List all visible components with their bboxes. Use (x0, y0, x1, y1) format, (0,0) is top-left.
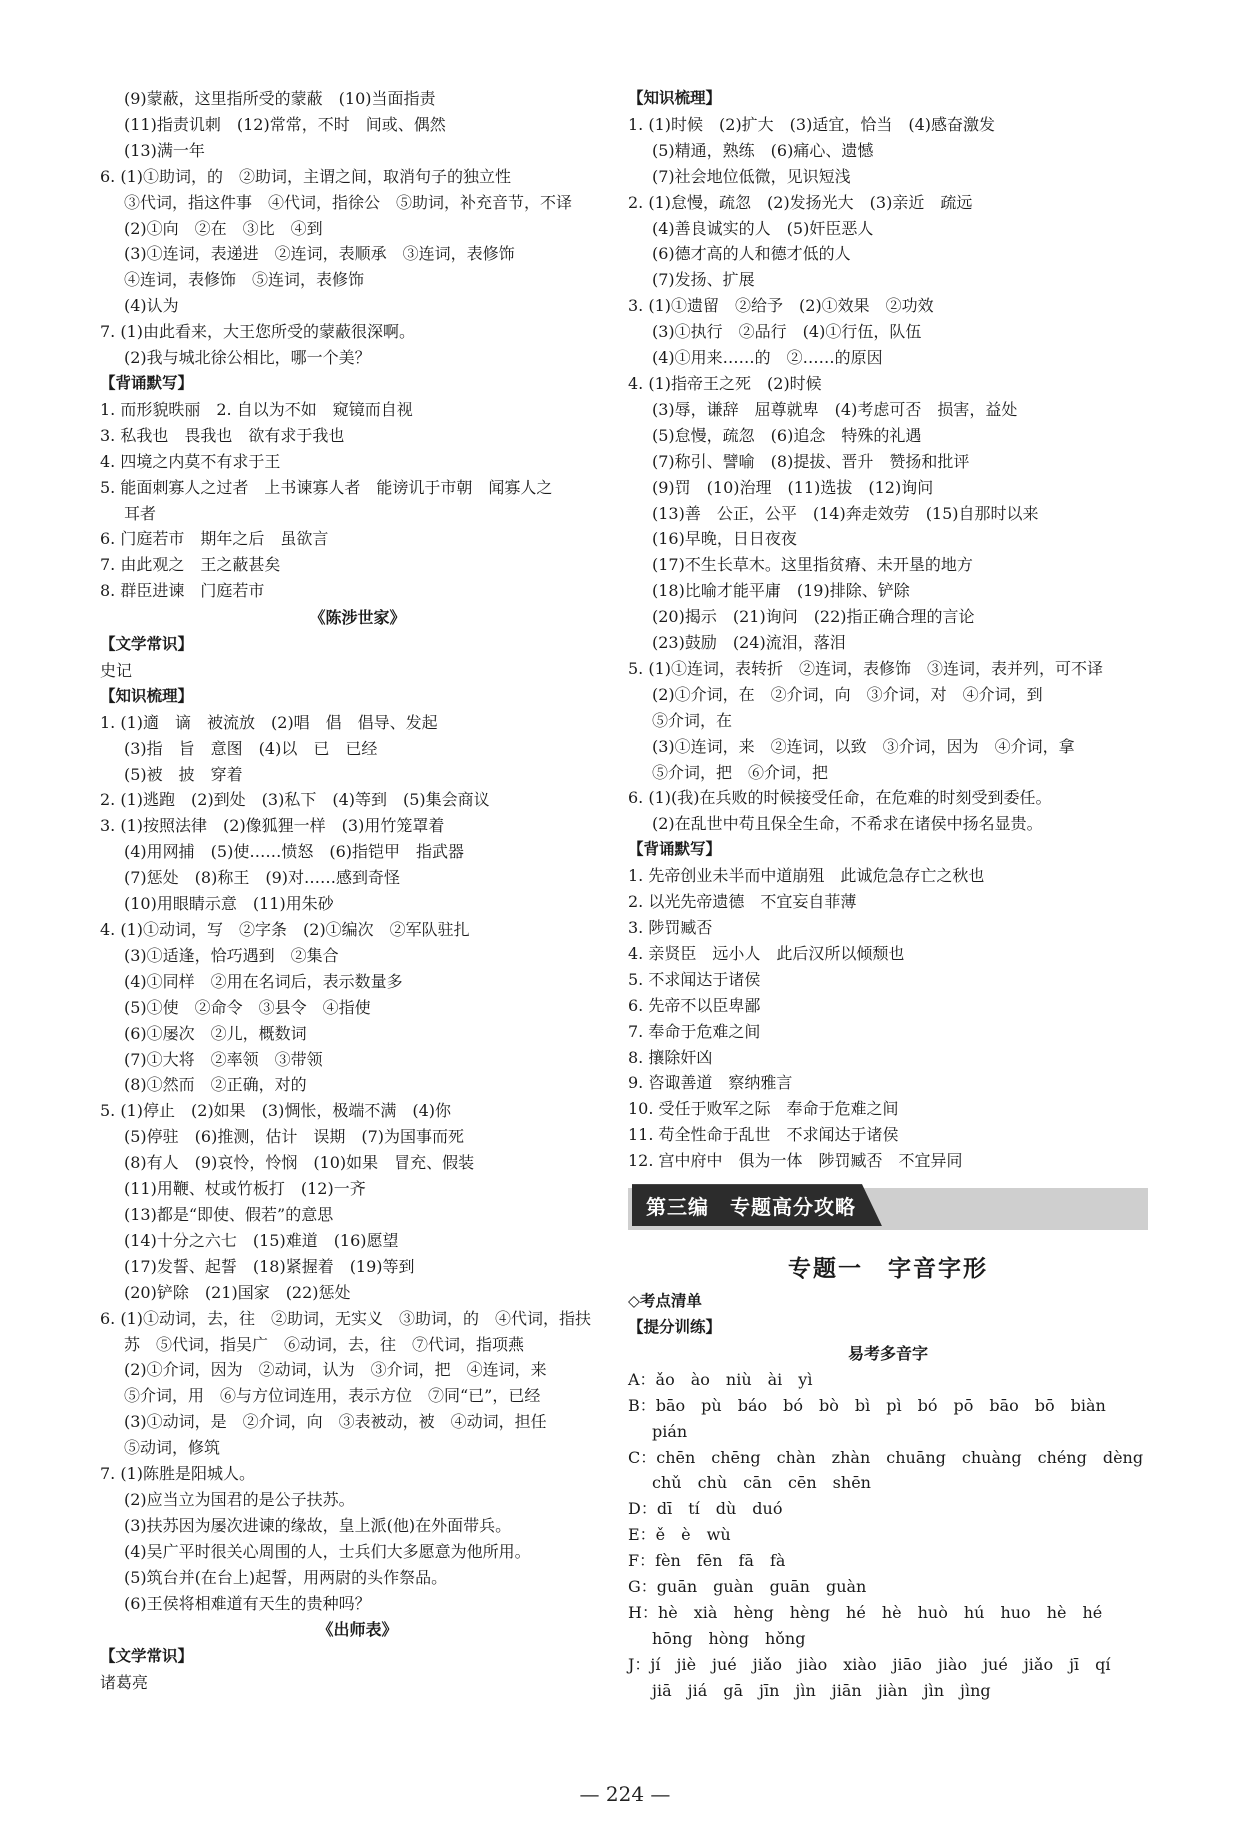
section-heading: 【文学常识】 (100, 635, 194, 654)
text-line: (5)筑台并(在台上)起誓，用两尉的头作祭品。 (124, 1567, 448, 1587)
text-line: (16)早晚，日日夜夜 (652, 529, 797, 549)
text-line: 11. 苟全性命于乱世 不求闻达于诸侯 (628, 1125, 899, 1145)
text-line: F：fèn fēn fā fà (628, 1551, 786, 1571)
text-line: (13)都是“即使、假若”的意思 (124, 1204, 334, 1224)
text-line: (3)①适逢，恰巧遇到 ②集合 (124, 945, 339, 965)
text-line: 6. (1)①助词，的 ②助词，主谓之间，取消句子的独立性 (100, 166, 512, 186)
text-line: (3)扶苏因为屡次进谏的缘故，皇上派(他)在外面带兵。 (124, 1515, 512, 1535)
text-line: (5)停驻 (6)推测，估计 误期 (7)为国事而死 (124, 1127, 464, 1147)
text-line: (17)发誓、起誓 (18)紧握着 (19)等到 (124, 1256, 415, 1276)
text-line: 7. 奉命于危难之间 (628, 1021, 761, 1041)
text-line: ⑤动词，修筑 (124, 1438, 221, 1458)
text-line: 3. (1)按照法律 (2)像狐狸一样 (3)用竹笼罩着 (100, 816, 445, 836)
text-line: 易考多音字 (847, 1343, 928, 1363)
text-line: 3. 私我也 畏我也 欲有求于我也 (100, 425, 345, 445)
section-heading: ◇考点清单 (628, 1292, 702, 1311)
section-heading: 【提分训练】 (628, 1317, 722, 1336)
text-line: 7. (1)由此看来，大王您所受的蒙蔽很深啊。 (100, 322, 416, 342)
text-line: (23)鼓励 (24)流泪，落泪 (652, 633, 846, 653)
text-line: (5)被 披 穿着 (124, 764, 243, 784)
text-line: (3)指 旨 意图 (4)以 已 已经 (124, 738, 378, 758)
text-line: (7)称引、譬喻 (8)提拔、晋升 赞扬和批评 (652, 451, 970, 471)
text-line: hōng hòng hǒng (652, 1628, 806, 1648)
text-line: (3)①执行 ②品行 (4)①行伍，队伍 (652, 322, 922, 342)
text-line: 7. (1)陈胜是阳城人。 (100, 1464, 256, 1484)
left-column (100, 86, 615, 1696)
text-line: 4. 亲贤臣 远小人 此后汉所以倾颓也 (628, 943, 905, 963)
text-line: 耳者 (124, 503, 157, 523)
text-line: (9)蒙蔽，这里指所受的蒙蔽 (10)当面指责 (124, 89, 436, 108)
text-line: H：hè xià hèng hèng hé hè huò hú huo hè hé (628, 1602, 1103, 1622)
text-line: jiā jiá gā jīn jìn jiān jiàn jìn jìng (652, 1680, 991, 1700)
text-line: D：dī tí dù duó (628, 1499, 783, 1519)
text-line: 4. (1)①动词，写 ②字条 (2)①编次 ②军队驻扎 (100, 920, 470, 939)
text-line: (11)用鞭、杖或竹板打 (12)一齐 (124, 1179, 366, 1199)
page-number: — 224 — (579, 1782, 671, 1806)
text-line: (18)比喻才能平庸 (19)排除、铲除 (652, 581, 910, 601)
text-line: 12. 宫中府中 俱为一体 陟罚臧否 不宜异同 (628, 1151, 963, 1171)
text-line: (2)应当立为国君的是公子扶苏。 (124, 1489, 355, 1509)
text-line: (3)辱，谦辞 屈尊就卑 (4)考虑可否 损害，益处 (652, 399, 1018, 419)
text-line: (6)①屡次 ②儿，概数词 (124, 1023, 307, 1043)
text-line: C：chēn chēng chàn zhàn chuāng chuàng chéng dèng (628, 1447, 1144, 1467)
text-line: (13)善 公正，公平 (14)奔走效劳 (15)自那时以来 (652, 503, 1039, 523)
text-line: 诸葛亮 (100, 1673, 149, 1693)
text-line: (4)用网捕 (5)使……愤怒 (6)指铠甲 指武器 (124, 842, 464, 862)
text-line: (20)铲除 (21)国家 (22)惩处 (124, 1282, 351, 1302)
text-line: 1. 先帝创业未半而中道崩殂 此诚危急存亡之秋也 (628, 866, 985, 886)
text-line: 8. 攘除奸凶 (628, 1047, 713, 1067)
text-line: 4. (1)指帝王之死 (2)时候 (628, 373, 822, 393)
text-line: E：ě è wù (628, 1525, 731, 1545)
text-line: (4)①用来……的 ②……的原因 (652, 348, 883, 368)
text-line: (7)惩处 (8)称王 (9)对……感到奇怪 (124, 868, 400, 888)
text-line: 3. 陟罚臧否 (628, 918, 713, 937)
text-line: (4)①同样 ②用在名词后，表示数量多 (124, 971, 403, 991)
text-line: 2. (1)怠慢，疏忽 (2)发扬光大 (3)亲近 疏远 (628, 192, 973, 212)
text-line: 1. (1)时候 (2)扩大 (3)适宜，恰当 (4)感奋激发 (628, 114, 996, 134)
section-banner (628, 1184, 1148, 1230)
text-line: (3)①连词，表递进 ②连词，表顺承 ③连词，表修饰 (124, 244, 515, 264)
text-line: 5. 不求闻达于诸侯 (628, 969, 761, 989)
text-line: 史记 (100, 660, 133, 680)
text-line: (2)①介词，因为 ②动词，认为 ③介词，把 ④连词，来 (124, 1360, 547, 1380)
text-line: (7)①大将 ②率领 ③带领 (124, 1049, 323, 1069)
text-line: chǔ chù cān cēn shēn (652, 1473, 871, 1493)
text-line: (20)揭示 (21)询问 (22)指正确合理的言论 (652, 607, 975, 627)
text-line: A：ǎo ào niù ài yì (628, 1369, 813, 1389)
text-line: G：guān guàn guān guàn (628, 1577, 867, 1597)
text-line: 9. 咨诹善道 察纳雅言 (628, 1073, 793, 1093)
text-line: 6. 门庭若市 期年之后 虽欲言 (100, 529, 329, 549)
text-line: (14)十分之六七 (15)难道 (16)愿望 (124, 1230, 399, 1250)
text-line: (13)满一年 (124, 140, 205, 160)
text-line: (8)①然而 ②正确，对的 (124, 1075, 307, 1095)
text-line: (2)在乱世中苟且保全生命，不希求在诸侯中扬名显贵。 (652, 814, 1043, 834)
text-line: J：jí jiè jué jiǎo jiào xiào jiāo jiào jué jiǎo jī qí (628, 1654, 1111, 1674)
text-line: (3)①连词，来 ②连词，以致 ③介词，因为 ④介词，拿 (652, 736, 1075, 756)
text-line: ⑤介词，把 ⑥介词，把 (652, 762, 829, 782)
text-line: (4)认为 (124, 296, 179, 316)
right-bottom-section (628, 1289, 1148, 1704)
topic-title: 专题一 字音字形 (788, 1255, 988, 1283)
right-top-section (628, 86, 1148, 1174)
text-line: 8. 群臣进谏 门庭若市 (100, 581, 265, 601)
text-line: pián (652, 1421, 688, 1441)
text-line: (5)精通，熟练 (6)痛心、遗憾 (652, 140, 874, 160)
text-title: 《出师表》 (317, 1620, 398, 1640)
section-heading: 【知识梳理】 (100, 686, 194, 705)
text-line: (9)罚 (10)治理 (11)选拔 (12)询问 (652, 477, 934, 497)
text-line: (2)①向 ②在 ③比 ④到 (124, 218, 323, 238)
text-line: (7)发扬、扩展 (652, 270, 755, 290)
text-line: 6. (1)①动词，去，往 ②助词，无实义 ③助词，的 ④代词，指扶 (100, 1308, 592, 1328)
text-line: (5)①使 ②命令 ③县令 ④指使 (124, 997, 371, 1017)
text-line: (3)①动词，是 ②介词，向 ③表被动，被 ④动词，担任 (124, 1412, 547, 1432)
section-heading: 【背诵默写】 (628, 840, 722, 859)
text-title: 《陈涉世家》 (309, 608, 406, 628)
text-line: 6. 先帝不以臣卑鄙 (628, 995, 761, 1015)
text-line: (2)我与城北徐公相比，哪一个美？ (124, 348, 371, 368)
text-line: ⑤介词，用 ⑥与方位词连用，表示方位 ⑦同“已”，已经 (124, 1386, 541, 1406)
text-line: 1. 而形貌昳丽 2. 自以为不如 窥镜而自视 (100, 399, 413, 419)
text-line: 1. (1)適 谪 被流放 (2)唱 倡 倡导、发起 (100, 712, 438, 732)
text-line: (8)有人 (9)哀怜，怜悯 (10)如果 冒充、假装 (124, 1153, 475, 1173)
text-line: ⑤介词，在 (652, 710, 733, 730)
text-line: 苏 ⑤代词，指吴广 ⑥动词，去，往 ⑦代词，指项燕 (124, 1334, 525, 1354)
text-line: 5. 能面刺寡人之过者 上书谏寡人者 能谤讥于市朝 闻寡人之 (100, 477, 553, 497)
text-line: ④连词，表修饰 ⑤连词，表修饰 (124, 270, 365, 290)
text-line: 3. (1)①遗留 ②给予 (2)①效果 ②功效 (628, 296, 934, 316)
text-line: 7. 由此观之 王之蔽甚矣 (100, 555, 281, 575)
section-heading: 【背诵默写】 (100, 373, 194, 392)
text-line: 5. (1)①连词，表转折 ②连词，表修饰 ③连词，表并列，可不译 (628, 658, 1104, 678)
right-column (628, 86, 1148, 1704)
text-line: (10)用眼睛示意 (11)用朱砂 (124, 894, 334, 914)
section-heading: 【文学常识】 (100, 1647, 194, 1666)
text-line: (4)吴广平时很关心周围的人，士兵们大多愿意为他所用。 (124, 1541, 531, 1561)
text-line: (11)指责讥刺 (12)常常，不时 间或、偶然 (124, 114, 446, 134)
text-line: (17)不生长草木。这里指贫瘠、未开垦的地方 (652, 555, 973, 575)
text-line: B：bāo pù báo bó bò bì pì bó pō bāo bō biàn (628, 1395, 1106, 1415)
text-line: 6. (1)(我)在兵败的时候接受任命，在危难的时刻受到委任。 (628, 788, 1052, 808)
text-line: 2. (1)逃跑 (2)到处 (3)私下 (4)等到 (5)集会商议 (100, 790, 490, 810)
banner-title: 第三编 专题高分攻略 (646, 1195, 856, 1220)
text-line: 5. (1)停止 (2)如果 (3)惆怅，极端不满 (4)你 (100, 1101, 452, 1121)
text-line: (7)社会地位低微，见识短浅 (652, 166, 851, 186)
text-line: (5)怠慢，疏忽 (6)追念 特殊的礼遇 (652, 425, 922, 445)
text-line: 4. 四境之内莫不有求于王 (100, 451, 281, 471)
text-line: (6)德才高的人和德才低的人 (652, 244, 851, 264)
text-line: 2. 以光先帝遗德 不宜妄自菲薄 (628, 892, 857, 912)
text-line: (2)①介词，在 ②介词，向 ③介词，对 ④介词，到 (652, 684, 1043, 704)
text-line: ③代词，指这件事 ④代词，指徐公 ⑤助词，补充音节，不译 (124, 192, 573, 212)
text-line: (6)王侯将相难道有天生的贵种吗？ (124, 1593, 371, 1613)
section-heading: 【知识梳理】 (628, 89, 722, 107)
text-line: 10. 受任于败军之际 奉命于危难之间 (628, 1099, 899, 1119)
text-line: (4)善良诚实的人 (5)奸臣恶人 (652, 218, 874, 238)
